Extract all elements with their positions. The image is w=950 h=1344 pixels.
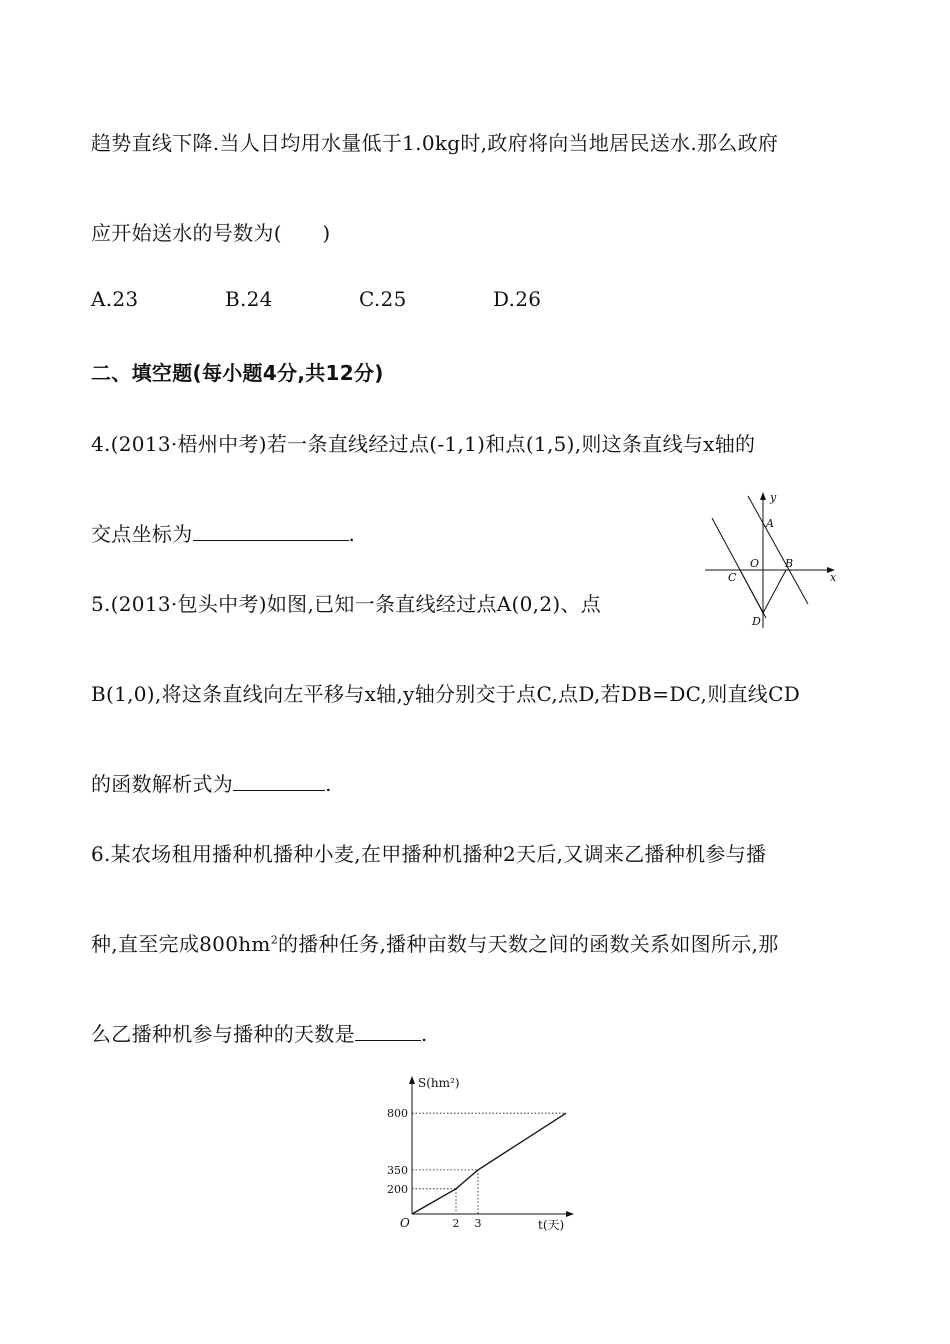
y-axis-label: S(hm²) <box>418 1076 460 1090</box>
fig-label-x: x <box>830 571 837 584</box>
q4-line2-text: 交点坐标为 <box>91 522 193 546</box>
q4-line1: 4.(2013·梧州中考)若一条直线经过点(-1,1)和点(1,5),则这条直线与x轴的 <box>91 432 756 456</box>
q6-line2 <box>91 928 779 957</box>
q6-line3 <box>91 1018 428 1047</box>
y-tick-label: 800 <box>387 1107 408 1121</box>
q6-answer-blank <box>355 1022 421 1041</box>
fig-label-y: y <box>770 491 777 504</box>
fig-label-c: C <box>728 571 737 584</box>
series-line <box>412 1113 566 1214</box>
section-heading: 二、填空题(每小题4分,共12分) <box>91 361 384 385</box>
x-tick-label: 3 <box>474 1217 482 1230</box>
q6-line1: 6.某农场租用播种机播种小麦,在甲播种机播种2天后,又调来乙播种机参与播 <box>91 842 767 866</box>
q3-options <box>91 287 627 311</box>
q5-figure <box>700 488 840 638</box>
option-b: B.24 <box>225 287 273 311</box>
q5-line2: B(1,0),将这条直线向左平移与x轴,y轴分别交于点C,点D,若DB=DC,则直线CD <box>91 682 801 706</box>
q5-line1: 5.(2013·包头中考)如图,已知一条直线经过点A(0,2)、点 <box>91 592 602 616</box>
fig-label-d: D <box>752 615 761 628</box>
x-axis-label: t(天) <box>538 1218 565 1232</box>
q6-line2-text: 种,直至完成800hm <box>91 932 271 956</box>
x-axis-arrow <box>566 1211 574 1217</box>
q3-line2: 应开始送水的号数为( ) <box>91 221 331 245</box>
q4-answer-blank <box>193 522 349 541</box>
option-a: A.23 <box>91 287 139 311</box>
x-tick-label: 2 <box>452 1217 460 1230</box>
option-c: C.25 <box>359 287 407 311</box>
y-axis-arrow <box>409 1076 415 1084</box>
fig-label-a: A <box>766 517 774 530</box>
q3-line1: 趋势直线下降.当人日均用水量低于1.0kg时,政府将向当地居民送水.那么政府 <box>91 131 779 155</box>
fig-label-o: O <box>750 557 760 570</box>
q4-line2 <box>91 518 355 547</box>
q6-line3-text: 么乙播种机参与播种的天数是 <box>91 1022 355 1046</box>
q4-line2-end: . <box>348 522 356 546</box>
q5-line3-text: 的函数解析式为 <box>91 772 234 796</box>
y-tick-label: 350 <box>387 1163 408 1177</box>
option-d: D.26 <box>493 287 542 311</box>
q5-line3-end: . <box>325 772 332 796</box>
q6-line2-rest: 的播种任务,播种亩数与天数之间的函数关系如图所示,那 <box>278 932 779 956</box>
q6-line3-end: . <box>420 1022 428 1046</box>
fig-label-b: B <box>785 557 794 570</box>
y-tick-label: 200 <box>387 1182 408 1196</box>
origin-label: O <box>400 1216 410 1230</box>
q5-line3 <box>91 768 332 797</box>
q6-chart <box>368 1072 598 1252</box>
q6-superscript: 2 <box>270 933 278 947</box>
q5-answer-blank <box>233 772 325 791</box>
